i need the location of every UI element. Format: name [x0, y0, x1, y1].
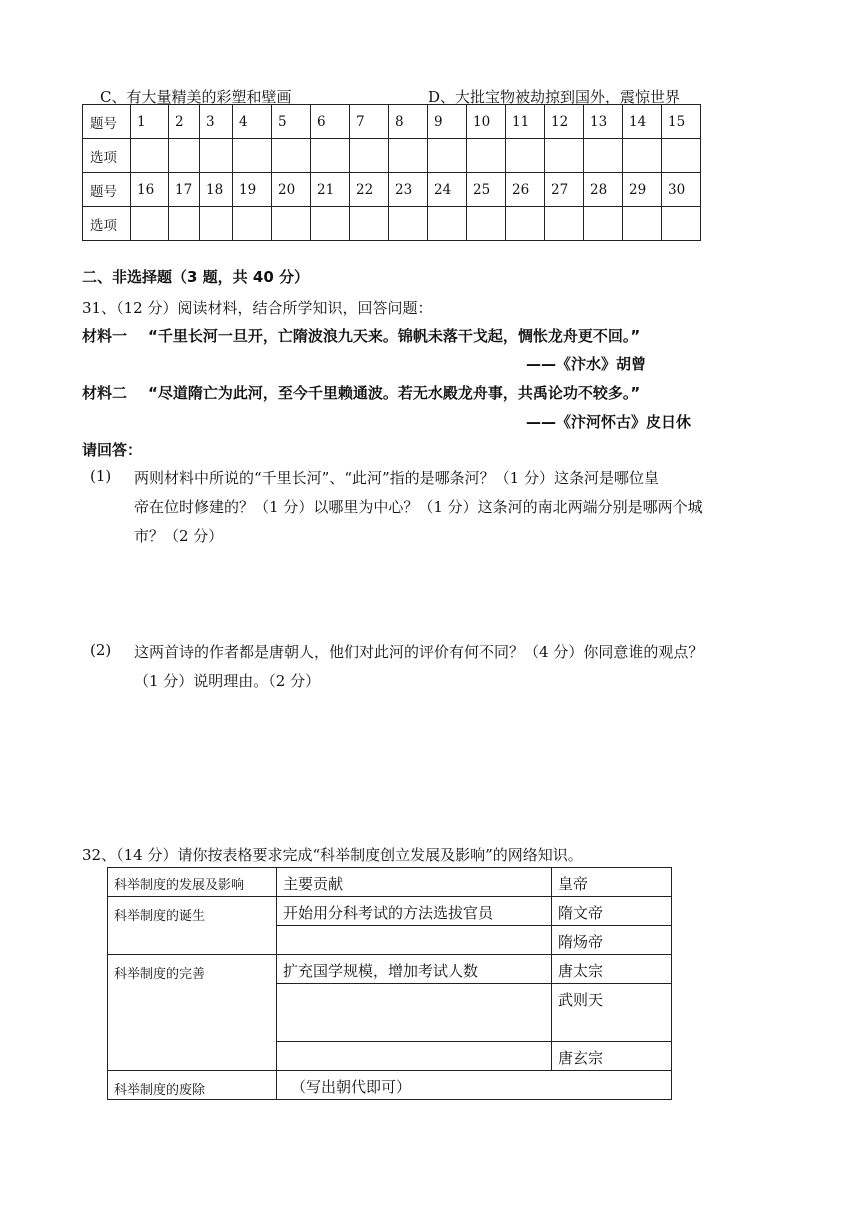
q31-stem: 31、（12 分）阅读材料，结合所学知识，回答问题： — [82, 299, 433, 317]
grid-label: 题号 — [83, 173, 131, 207]
part-2-number: (2) — [90, 641, 112, 659]
stage-abolish: 科举制度的废除 — [108, 1071, 277, 1100]
grid-number: 4 — [233, 105, 272, 139]
grid-number: 11 — [506, 105, 545, 139]
answer-cell[interactable] — [506, 207, 545, 241]
part-1-number: (1) — [90, 467, 112, 485]
answer-cell[interactable] — [131, 139, 169, 173]
answer-cell[interactable] — [545, 139, 584, 173]
contribution-cell: 扩充国学规模，增加考试人数 — [277, 955, 552, 984]
grid-label: 选项 — [83, 139, 131, 173]
header-emperor: 皇帝 — [552, 868, 672, 897]
grid-number: 7 — [350, 105, 389, 139]
material-1-label: 材料一 — [82, 327, 128, 345]
grid-number: 14 — [623, 105, 662, 139]
grid-number: 26 — [506, 173, 545, 207]
grid-number: 9 — [428, 105, 467, 139]
answer-cell[interactable] — [200, 139, 233, 173]
answer-grid — [82, 104, 701, 241]
table-row — [108, 1071, 672, 1100]
grid-number: 15 — [662, 105, 701, 139]
header-contribution: 主要贡献 — [277, 868, 552, 897]
part-2-line-2: （1 分）说明理由。（2 分） — [134, 672, 321, 690]
grid-number: 8 — [389, 105, 428, 139]
grid-number: 16 — [131, 173, 169, 207]
grid-number: 24 — [428, 173, 467, 207]
answer-cell[interactable] — [389, 207, 428, 241]
grid-row-numbers-2 — [83, 173, 701, 207]
answer-cell[interactable] — [233, 139, 272, 173]
answer-cell[interactable] — [662, 207, 701, 241]
grid-number: 5 — [272, 105, 311, 139]
answer-cell[interactable] — [584, 139, 623, 173]
grid-number: 13 — [584, 105, 623, 139]
part-1-line-1: 两则材料中所说的“千里长河”、“此河”指的是哪条河？（1 分）这条河是哪位皇 — [134, 469, 659, 487]
keju-table — [107, 867, 672, 1100]
answer-cell[interactable] — [311, 207, 350, 241]
answer-cell[interactable] — [169, 207, 200, 241]
grid-number: 29 — [623, 173, 662, 207]
answer-cell[interactable] — [506, 139, 545, 173]
emperor-cell: 隋炀帝 — [552, 926, 672, 955]
answer-cell[interactable] — [169, 139, 200, 173]
table-header-row — [108, 868, 672, 897]
answer-cell[interactable] — [272, 207, 311, 241]
grid-number: 1 — [131, 105, 169, 139]
material-1-source: ——《汴水》胡曾 — [526, 355, 647, 373]
answer-cell[interactable] — [233, 207, 272, 241]
grid-number: 2 — [169, 105, 200, 139]
stage-birth: 科举制度的诞生 — [108, 897, 277, 955]
grid-number: 3 — [200, 105, 233, 139]
answer-cell[interactable] — [467, 207, 506, 241]
grid-label: 选项 — [83, 207, 131, 241]
option-d: D、大批宝物被劫掠到国外，震惊世界 — [428, 88, 681, 106]
grid-row-answers-1 — [83, 139, 701, 173]
grid-number: 12 — [545, 105, 584, 139]
answer-cell[interactable] — [350, 207, 389, 241]
grid-number: 30 — [662, 173, 701, 207]
emperor-cell: 隋文帝 — [552, 897, 672, 926]
answer-cell[interactable] — [623, 139, 662, 173]
grid-number: 25 — [467, 173, 506, 207]
grid-number: 22 — [350, 173, 389, 207]
answer-cell[interactable] — [428, 207, 467, 241]
grid-row-numbers-1 — [83, 105, 701, 139]
answer-cell[interactable] — [389, 139, 428, 173]
emperor-cell: 唐太宗 — [552, 955, 672, 984]
grid-number: 19 — [233, 173, 272, 207]
contribution-blank[interactable] — [277, 984, 552, 1042]
table-row — [108, 897, 672, 926]
grid-number: 20 — [272, 173, 311, 207]
contribution-blank[interactable] — [277, 1042, 552, 1071]
answer-cell[interactable] — [311, 139, 350, 173]
grid-number: 6 — [311, 105, 350, 139]
material-2-label: 材料二 — [82, 384, 128, 402]
part-2-line-1: 这两首诗的作者都是唐朝人，他们对此河的评价有何不同？（4 分）你同意谁的观点？ — [134, 643, 704, 661]
stage-perfect: 科举制度的完善 — [108, 955, 277, 1071]
grid-number: 27 — [545, 173, 584, 207]
section-title: 二、非选择题（3 题，共 40 分） — [82, 268, 309, 286]
emperor-cell: 武则天 — [552, 984, 672, 1042]
grid-number: 10 — [467, 105, 506, 139]
contribution-cell: 开始用分科考试的方法选拔官员 — [277, 897, 552, 926]
abolish-answer-cell[interactable]: （写出朝代即可） — [277, 1071, 672, 1100]
emperor-cell: 唐玄宗 — [552, 1042, 672, 1071]
table-row — [108, 955, 672, 984]
answer-cell[interactable] — [350, 139, 389, 173]
material-1-text: “千里长河一旦开，亡隋波浪九天来。锦帆未落干戈起，惆怅龙舟更不回。” — [148, 327, 641, 345]
answer-cell[interactable] — [272, 139, 311, 173]
answer-cell[interactable] — [428, 139, 467, 173]
grid-number: 28 — [584, 173, 623, 207]
grid-number: 18 — [200, 173, 233, 207]
grid-row-answers-2 — [83, 207, 701, 241]
q32-stem: 32、（14 分）请你按表格要求完成“科举制度创立发展及影响”的网络知识。 — [82, 846, 583, 864]
answer-cell[interactable] — [131, 207, 169, 241]
part-1-line-2: 帝在位时修建的？（1 分）以哪里为中心？（1 分）这条河的南北两端分别是哪两个城 — [134, 498, 703, 516]
answer-cell[interactable] — [200, 207, 233, 241]
material-2-source: ——《汴河怀古》皮日休 — [526, 413, 692, 431]
header-stage: 科举制度的发展及影响 — [108, 868, 277, 897]
ask-label: 请回答： — [82, 441, 143, 459]
answer-cell[interactable] — [623, 207, 662, 241]
answer-cell[interactable] — [467, 139, 506, 173]
contribution-blank[interactable] — [277, 926, 552, 955]
answer-cell[interactable] — [545, 207, 584, 241]
part-1-line-3: 市？（2 分） — [134, 527, 224, 545]
material-2-text: “尽道隋亡为此河，至今千里赖通波。若无水殿龙舟事，共禹论功不较多。” — [148, 384, 641, 402]
grid-number: 17 — [169, 173, 200, 207]
answer-cell[interactable] — [662, 139, 701, 173]
option-c: C、有大量精美的彩塑和壁画 — [100, 88, 292, 106]
answer-cell[interactable] — [584, 207, 623, 241]
grid-number: 23 — [389, 173, 428, 207]
grid-label: 题号 — [83, 105, 131, 139]
grid-number: 21 — [311, 173, 350, 207]
